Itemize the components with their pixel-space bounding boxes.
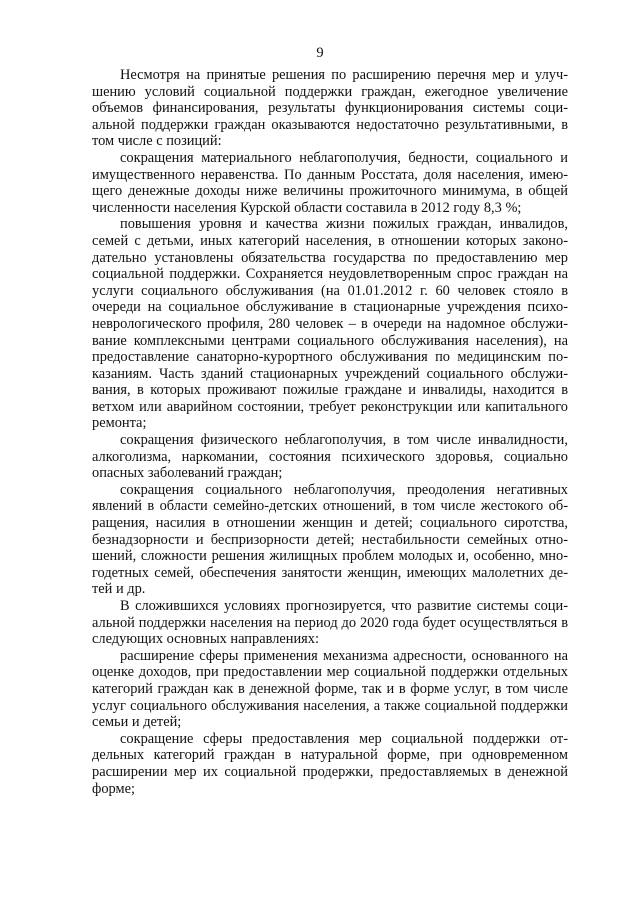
- paragraph-forecast: В сложившихся условиях прогнозируется, что развитие системы социальной поддержки населения на период до 2020 года будет осуществляться в следующих основных направлениях:: [92, 598, 568, 648]
- paragraph-physical-wellbeing: сокращения физического неблагополучия, в том числе инвалидности, алкоголизма, наркомании, состояния психического здоровья, социально опасных заболеваний граждан;: [92, 432, 568, 482]
- paragraph-targeting: расширение сферы применения механизма адресности, основанного на оценке доходов, при предоставлении мер социальной поддержки отдельных категорий граждан как в денежной форме, так и в форме услуг, в том числе услуг социального обслуживания населения, а также социальной поддержки семьи и детей;: [92, 647, 568, 731]
- document-body: [92, 67, 568, 797]
- paragraph-intro: Несмотря на принятые решения по расширению перечня мер и улучшению условий социальной поддержки граждан, ежегодное увеличение объемов финансирования, результаты функционирования системы социальной поддержки граждан оказываются недостаточно результативными, в том числе с позиций:: [92, 67, 568, 150]
- paragraph-quality-of-life: повышения уровня и качества жизни пожилых граждан, инвалидов, семей с детьми, иных категорий населения, в отношении которых законодательно установлены обязательства государства по предоставлению мер социальной поддержки. Сохраняется неудовлетворенным спрос граждан на услуги социального обслуживания (на 01.01.2012 г. 60 человек стояло в очереди на социальное обслуживание в стационарные учреждения психоневрологического профиля, 280 человек – в очереди на надомное обслуживание комплексными центрами социального обслуживания населения), на предоставление санаторно-курортного обслуживания по медицинским показаниям. Часть зданий стационарных учреждений социального обслуживания, в которых проживают пожилые граждане и инвалиды, находится в ветхом или аварийном состоянии, требует реконструкции или капитального ремонта;: [92, 216, 568, 432]
- paragraph-social-wellbeing: сокращения социального неблагополучия, преодоления негативных явлений в области семейно-детских отношений, в том числе жестокого обращения, насилия в отношении женщин и детей; социального сиротства, безнадзорности и беспризорности детей; нестабильности семейных отношений, сложности решения жилищных проблем молодых и, особенно, многодетных семей, обеспечения занятости женщин, имеющих малолетних детей и др.: [92, 481, 568, 598]
- page-number: 9: [316, 45, 324, 61]
- paragraph-material-poverty: сокращения материального неблагополучия, бедности, социального и имущественного неравенства. По данным Росстата, доля населения, имеющего денежные доходы ниже величины прожиточного минимума, в общей численности населения Курской области составила в 2012 году 8,3 %;: [92, 149, 568, 216]
- paragraph-in-kind-reduction: сокращение сферы предоставления мер социальной поддержки отдельных категорий граждан в натуральной форме, при одновременном расширении мер их социальной продержки, предоставляемых в денежной форме;: [92, 730, 568, 797]
